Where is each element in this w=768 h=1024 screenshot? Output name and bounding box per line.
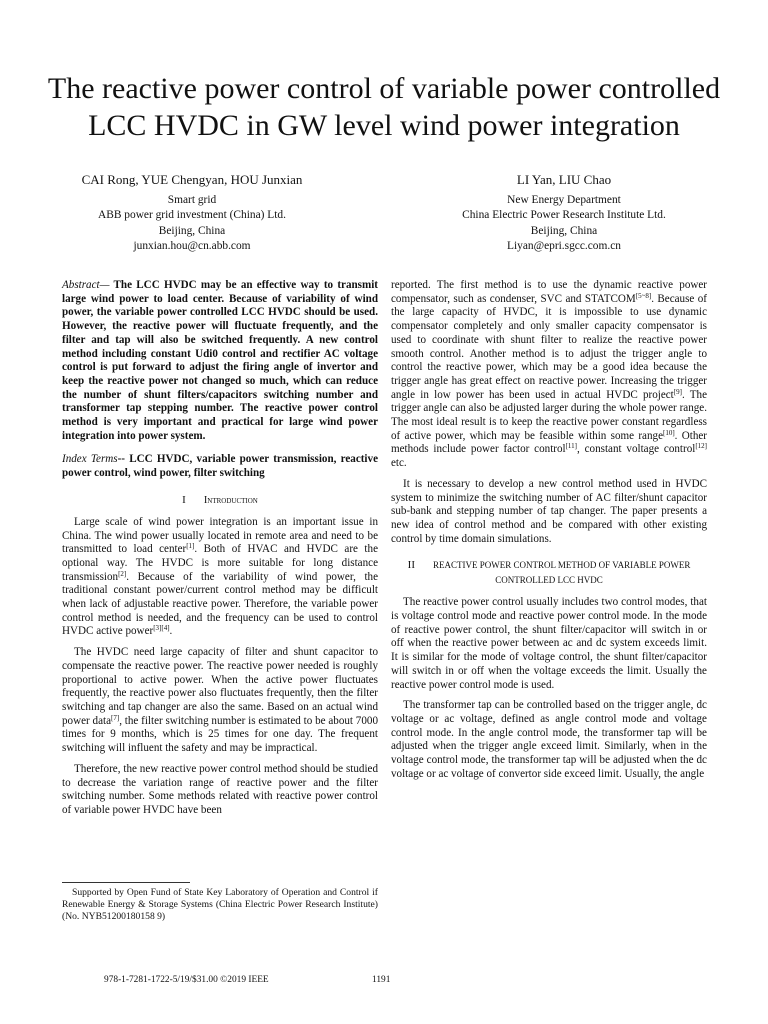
paragraph <box>62 646 378 756</box>
section-heading-reactive-power <box>391 558 707 588</box>
paragraph <box>62 516 378 639</box>
citation: [5~8] <box>635 291 652 300</box>
author-city: Beijing, China <box>530 224 598 237</box>
section-title: Introduction <box>203 494 258 506</box>
citation: [2] <box>118 569 127 578</box>
author-department: New Energy Department <box>507 193 621 206</box>
text-run: . Because of the large capacity of HVDC, it is impossible to use dynamic compensator completely and only smaller capacity compensator is used to coordinate with shunt filter to realize the reactive power smooth control. Another method is to adjust the trigger angle to control the reactive power, which may be a good idea because the trigger angle has great effect on reactive power. Increasing the trigger angle in low power has been used in actual HVDC project <box>391 292 707 401</box>
paragraph: The transformer tap can be controlled based on the trigger angle, dc voltage or ac voltage, defined as angle control mode and voltage control mode. In the angle control mode, the transformer tap will be adjusted when the trigger angle exceed limit. Similarly, when in the voltage control mode, the transformer tap will be adjusted when the dc voltage or ac voltage of convertor side exceed limit. Usually, the angle <box>391 699 707 780</box>
abstract-label: Abstract— <box>62 279 110 291</box>
left-column <box>62 279 378 818</box>
paragraph: The reactive power control usually includes two control modes, that is voltage control mode and reactive power control mode. In the mode of reactive power control, the shunt filter/capacitor will switch in or off when the reactive power between ac and dc system exceeds limit. It is similar for the mode of voltage control, the shunt filter/capacitor will switch in or off when the voltage exceeds the limit. Usually the reactive power control mode is used. <box>391 596 707 691</box>
index-terms <box>62 453 378 480</box>
citation: [11] <box>565 442 577 451</box>
text-run: The HVDC need large capacity of filter and shunt capacitor to compensate the reactive power. The reactive power needed is roughly proportional to active power. When the active power fluctuates frequently, the reactive power also fluctuates frequently, then the filter switching and tap changer are also the same. Based on an actual wind power data <box>62 646 378 727</box>
text-run: , constant voltage control <box>577 443 696 456</box>
paragraph: It is necessary to develop a new control method used in HVDC system to minimize the switching number of AC filter/shunt capacitor sub-bank and stepping number of tap changer. The paper presents a new idea of control method and be compared with other existing control by time domain simulations. <box>391 477 707 545</box>
text-run: reported. The first method is to use the dynamic reactive power compensator, such as condenser, SVC and STATCOM <box>391 279 707 305</box>
paragraph: Therefore, the new reactive power control method should be studied to decrease the variation range of reactive power and the filter switching number. Some methods related with reactive power control of variable power HVDC have been <box>62 762 378 816</box>
right-column <box>391 279 707 782</box>
author-email: junxian.hou@cn.abb.com <box>133 240 251 252</box>
copyright-isbn: 978-1-7281-1722-5/19/$31.00 ©2019 IEEE <box>104 975 269 985</box>
author-organization: ABB power grid investment (China) Ltd. <box>98 209 286 221</box>
author-block-right <box>436 172 692 255</box>
index-terms-text: -- LCC HVDC, variable power transmission, reactive power control, wind power, filter switching <box>62 453 378 480</box>
footnote-text: Supported by Open Fund of State Key Laboratory of Operation and Control if Renewable Energy & Storage Systems (China Electric Power Research Institute) (No. NYB51200180158 9) <box>62 887 378 923</box>
text-run: . Both of HVAC and HVDC are the optional way. The HVDC is more suitable for long distance transmission <box>62 543 378 583</box>
section-number: II <box>407 559 415 572</box>
text-run: etc. <box>391 457 407 470</box>
text-run: , the filter switching number is estimated to be about 7000 times for 9 months, which is 25 times for one day. The frequent switching will influent the safety and may be impractical. <box>62 714 378 755</box>
author-department: Smart grid <box>167 193 217 206</box>
text-run: . Other methods include power factor control <box>391 429 707 456</box>
author-email: Liyan@epri.sgcc.com.cn <box>507 240 621 252</box>
author-names: CAI Rong, YUE Chengyan, HOU Junxian <box>81 172 303 187</box>
section-number: I <box>182 493 186 506</box>
citation: [9] <box>673 387 682 396</box>
page-number: 1191 <box>372 975 391 985</box>
citation: [1] <box>186 542 195 551</box>
abstract <box>62 279 378 443</box>
citation: [3][4] <box>153 624 170 633</box>
footnote-divider <box>62 882 190 883</box>
section-title: REACTIVE POWER CONTROL METHOD OF VARIABLE POWER CONTROLLED LCC HVDC <box>432 560 691 586</box>
index-terms-label: Index Terms <box>62 453 118 466</box>
author-city: Beijing, China <box>158 224 226 237</box>
text-run: . <box>169 625 173 638</box>
section-heading-introduction <box>62 493 378 508</box>
text-run: Large scale of wind power integration is an important issue in China. The wind power usually located in remote area and need to be transmitted to load center <box>62 515 378 556</box>
text-run: . The trigger angle can also be adjusted larger during the whole power range. The most ideal result is to keep the reactive power constant regardless of active power, which may be feasible within some range <box>391 388 707 442</box>
citation: [7] <box>111 713 120 722</box>
paper-title: The reactive power control of variable power controlled LCC HVDC in GW level wind power integration <box>47 72 721 142</box>
abstract-text: The LCC HVDC may be an effective way to transmit large wind power to load center. Because of variability of wind power, the variable power controlled LCC HVDC should be used. However, the reactive power will fluctuate frequently, and the filter and tap will also be switched frequently. A new control method including constant Udi0 control and rectifier AC voltage control is put forward to adjust the firing angle of invertor and keep the reactive power not changed so much, which can reduce the number of shunt filters/capacitors switching number and transformer tap stepping number. The reactive power control method is very important and practical for large wind power integration into power system. <box>62 279 378 442</box>
footnote <box>62 887 378 924</box>
text-run: . Because of the variability of wind power, the traditional constant power/current control method may be difficult when lack of adjustable reactive power. Therefore, the variable power control method is needed, and the frequency can be used to control HVDC active power <box>62 570 378 638</box>
paragraph <box>391 279 707 471</box>
citation: [10] <box>663 428 675 437</box>
author-organization: China Electric Power Research Institute Ltd. <box>462 209 666 221</box>
citation: [12] <box>695 442 707 451</box>
author-block-left <box>62 172 322 255</box>
author-names: LI Yan, LIU Chao <box>516 172 612 187</box>
